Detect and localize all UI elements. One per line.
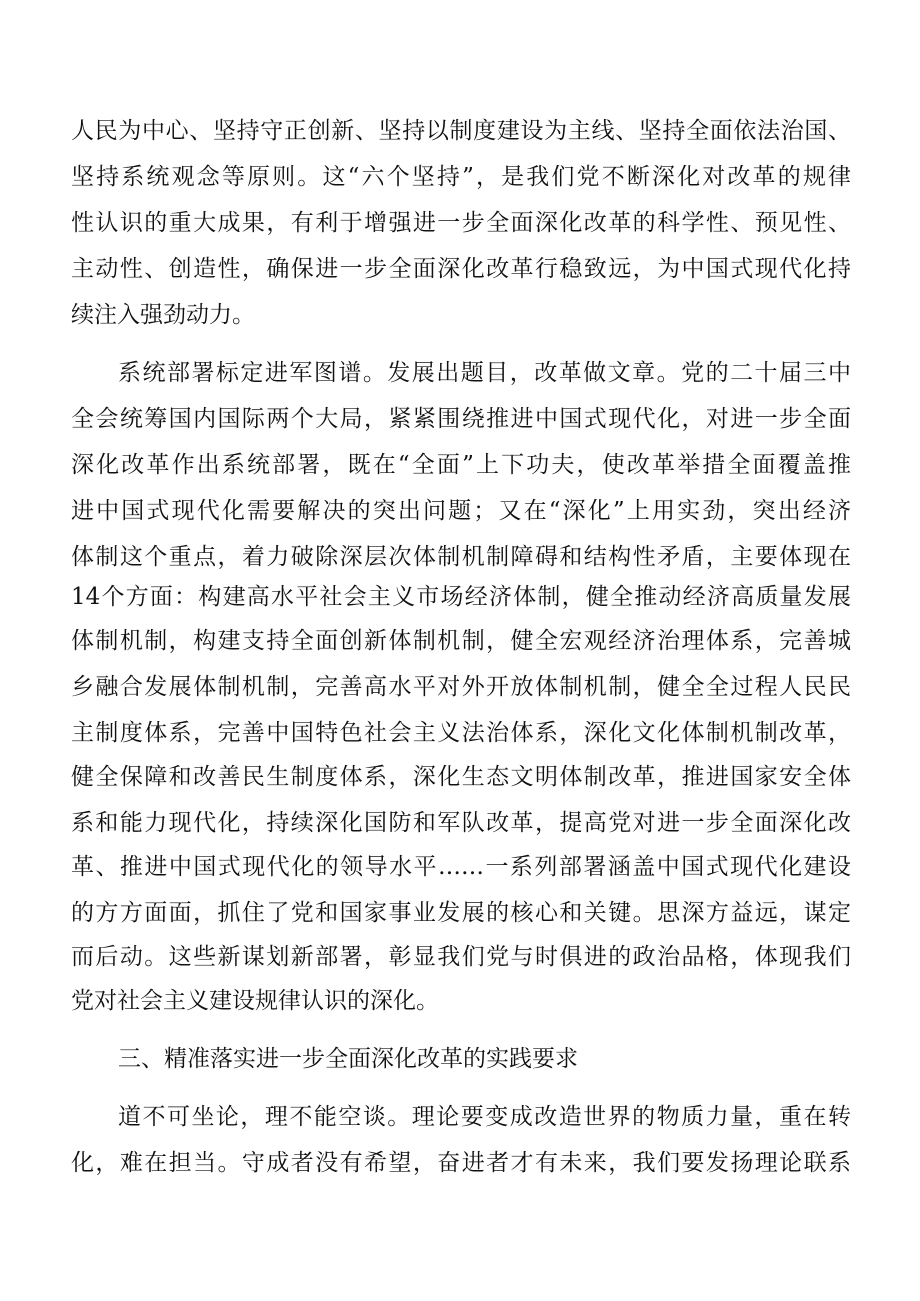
text-line: 坚持系统观念等原则。这“六个坚持”，是我们党不断深化对改革的规律 [71,164,851,190]
text-line: 化，难在担当。守成者没有希望，奋进者才有未来，我们要发扬理论联系 [71,1150,851,1176]
text-line: 主制度体系，完善中国特色社会主义法治体系，深化文化体制机制改革， [71,720,851,746]
text-line: 的方方面面，抓住了党和国家事业发展的核心和关键。思深方益远，谋定 [71,900,851,926]
text-line: 道不可坐论，理不能空谈。理论要变成改造世界的物质力量，重在转 [118,1104,851,1130]
text-line: 系统部署标定进军图谱。发展出题目，改革做文章。党的二十届三中 [118,360,851,386]
text-line: 党对社会主义建设规律认识的深化。 [71,988,439,1014]
text-line: 人民为中心、坚持守正创新、坚持以制度建设为主线、坚持全面依法治国、 [71,118,851,144]
text-line: 全会统筹国内国际两个大局，紧紧围绕推进中国式现代化，对进一步全面 [71,406,851,432]
text-line: 健全保障和改善民生制度体系，深化生态文明体制改革，推进国家安全体 [71,764,851,790]
text-line: 体制这个重点，着力破除深层次体制机制障碍和结构性矛盾，主要体现在 [71,544,851,570]
text-line: 进中国式现代化需要解决的突出问题；又在“深化”上用实劲，突出经济 [71,498,851,524]
section-heading: 三、精准落实进一步全面深化改革的实践要求 [118,1046,578,1072]
text-line: 而后动。这些新谋划新部署，彰显我们党与时俱进的政治品格，体现我们 [71,944,851,970]
text-line: 深化改革作出系统部署，既在“全面”上下功夫，使改革举措全面覆盖推 [71,452,851,478]
text-line: 体制机制，构建支持全面创新体制机制，健全宏观经济治理体系，完善城 [71,628,851,654]
text-line: 性认识的重大成果，有利于增强进一步全面深化改革的科学性、预见性、 [71,210,851,236]
text-line: 14个方面：构建高水平社会主义市场经济体制，健全推动经济高质量发展 [71,584,851,610]
text-line: 续注入强劲动力。 [71,302,255,328]
text-line: 系和能力现代化，持续深化国防和军队改革，提高党对进一步全面深化改 [71,810,851,836]
text-line: 主动性、创造性，确保进一步全面深化改革行稳致远，为中国式现代化持 [71,256,851,282]
text-line: 革、推进中国式现代化的领导水平……一系列部署涵盖中国式现代化建设 [71,854,851,880]
text-line: 乡融合发展体制机制，完善高水平对外开放体制机制，健全全过程人民民 [71,674,851,700]
